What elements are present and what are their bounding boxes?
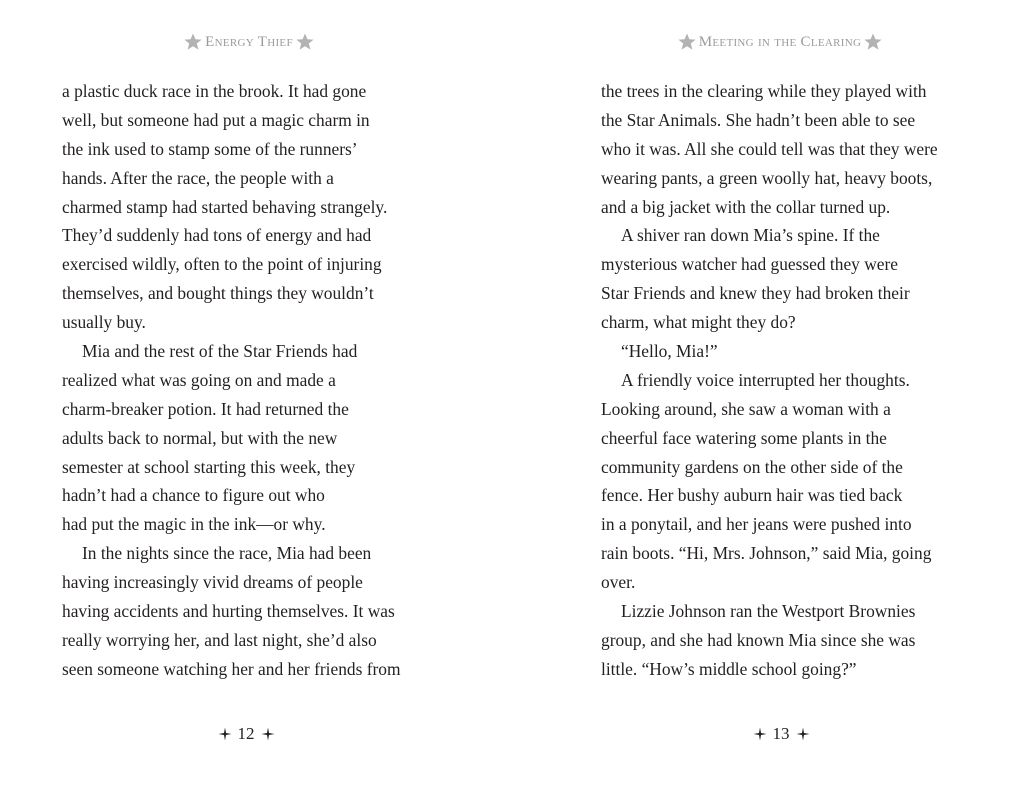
text-line: A friendly voice interrupted her thoughts. [621, 369, 910, 390]
right-body-text [601, 77, 971, 684]
text-line: who it was. All she could tell was that they were [601, 138, 938, 159]
text-line: adults back to normal, but with the new [62, 427, 338, 448]
text-line: a plastic duck race in the brook. It had gone [62, 81, 367, 101]
page-number-right [591, 722, 971, 746]
running-head-title: Energy Thief [205, 33, 293, 50]
text-line: in a ponytail, and her jeans were pushed into [601, 514, 912, 535]
text-line: the ink used to stamp some of the runners’ [62, 138, 358, 159]
sparkle-icon [753, 727, 767, 741]
text-line: community gardens on the other side of the [601, 456, 903, 477]
text-line: seen someone watching her and her friends from [62, 658, 401, 679]
text-line: Mia and the rest of the Star Friends had [82, 341, 358, 362]
running-head-left [68, 31, 430, 53]
text-line: Lizzie Johnson ran the Westport Brownies [621, 601, 916, 622]
text-line: charmed stamp had started behaving strangely. [62, 196, 388, 217]
text-line: fence. Her bushy auburn hair was tied back [601, 485, 903, 506]
star-icon [295, 32, 315, 52]
text-line: rain boots. “Hi, Mrs. Johnson,” said Mia, going [601, 543, 932, 564]
text-line: Star Friends and knew they had broken their [601, 283, 910, 304]
text-line: semester at school starting this week, they [62, 456, 356, 477]
page-number: 12 [237, 724, 255, 743]
running-head-right [589, 31, 971, 53]
text-line: the trees in the clearing while they played with [601, 81, 927, 101]
left-page [62, 0, 430, 788]
star-icon [677, 32, 697, 52]
text-line: realized what was going on and made a [62, 369, 336, 390]
text-line: hadn’t had a chance to figure out who [62, 485, 325, 506]
text-line: exercised wildly, often to the point of injuring [62, 254, 382, 275]
text-line: usually buy. [62, 312, 146, 333]
text-line: really worrying her, and last night, she’d also [62, 629, 377, 650]
page-number: 13 [772, 724, 790, 743]
text-line: themselves, and bought things they wouldn’t [62, 283, 374, 304]
text-line: charm, what might they do? [601, 312, 796, 333]
text-line: little. “How’s middle school going?” [601, 658, 857, 679]
text-line: A shiver ran down Mia’s spine. If the [621, 225, 880, 246]
text-line: having increasingly vivid dreams of people [62, 572, 363, 593]
star-icon [183, 32, 203, 52]
text-line: the Star Animals. She hadn’t been able to see [601, 109, 916, 130]
text-line: “Hello, Mia!” [621, 341, 718, 362]
text-line: wearing pants, a green woolly hat, heavy boots, [601, 167, 933, 188]
sparkle-icon [261, 727, 275, 741]
sparkle-icon [796, 727, 810, 741]
sparkle-icon [218, 727, 232, 741]
left-body-text [62, 77, 430, 684]
text-line: mysterious watcher had guessed they were [601, 254, 898, 275]
text-line: cheerful face watering some plants in the [601, 427, 887, 448]
text-line: In the nights since the race, Mia had been [82, 543, 372, 564]
right-page [601, 0, 971, 788]
text-line: well, but someone had put a magic charm in [62, 109, 370, 130]
page-number-left [62, 722, 430, 746]
text-line: hands. After the race, the people with a [62, 167, 334, 188]
text-line: group, and she had known Mia since she was [601, 629, 916, 650]
text-line: and a big jacket with the collar turned up. [601, 196, 891, 217]
running-head-title: Meeting in the Clearing [698, 33, 862, 50]
text-line: Looking around, she saw a woman with a [601, 398, 891, 419]
text-line: having accidents and hurting themselves. It was [62, 601, 395, 622]
text-line: had put the magic in the ink—or why. [62, 514, 326, 535]
star-icon [863, 32, 883, 52]
text-line: charm-breaker potion. It had returned the [62, 398, 349, 419]
text-line: over. [601, 572, 636, 593]
text-line: They’d suddenly had tons of energy and had [62, 225, 372, 246]
